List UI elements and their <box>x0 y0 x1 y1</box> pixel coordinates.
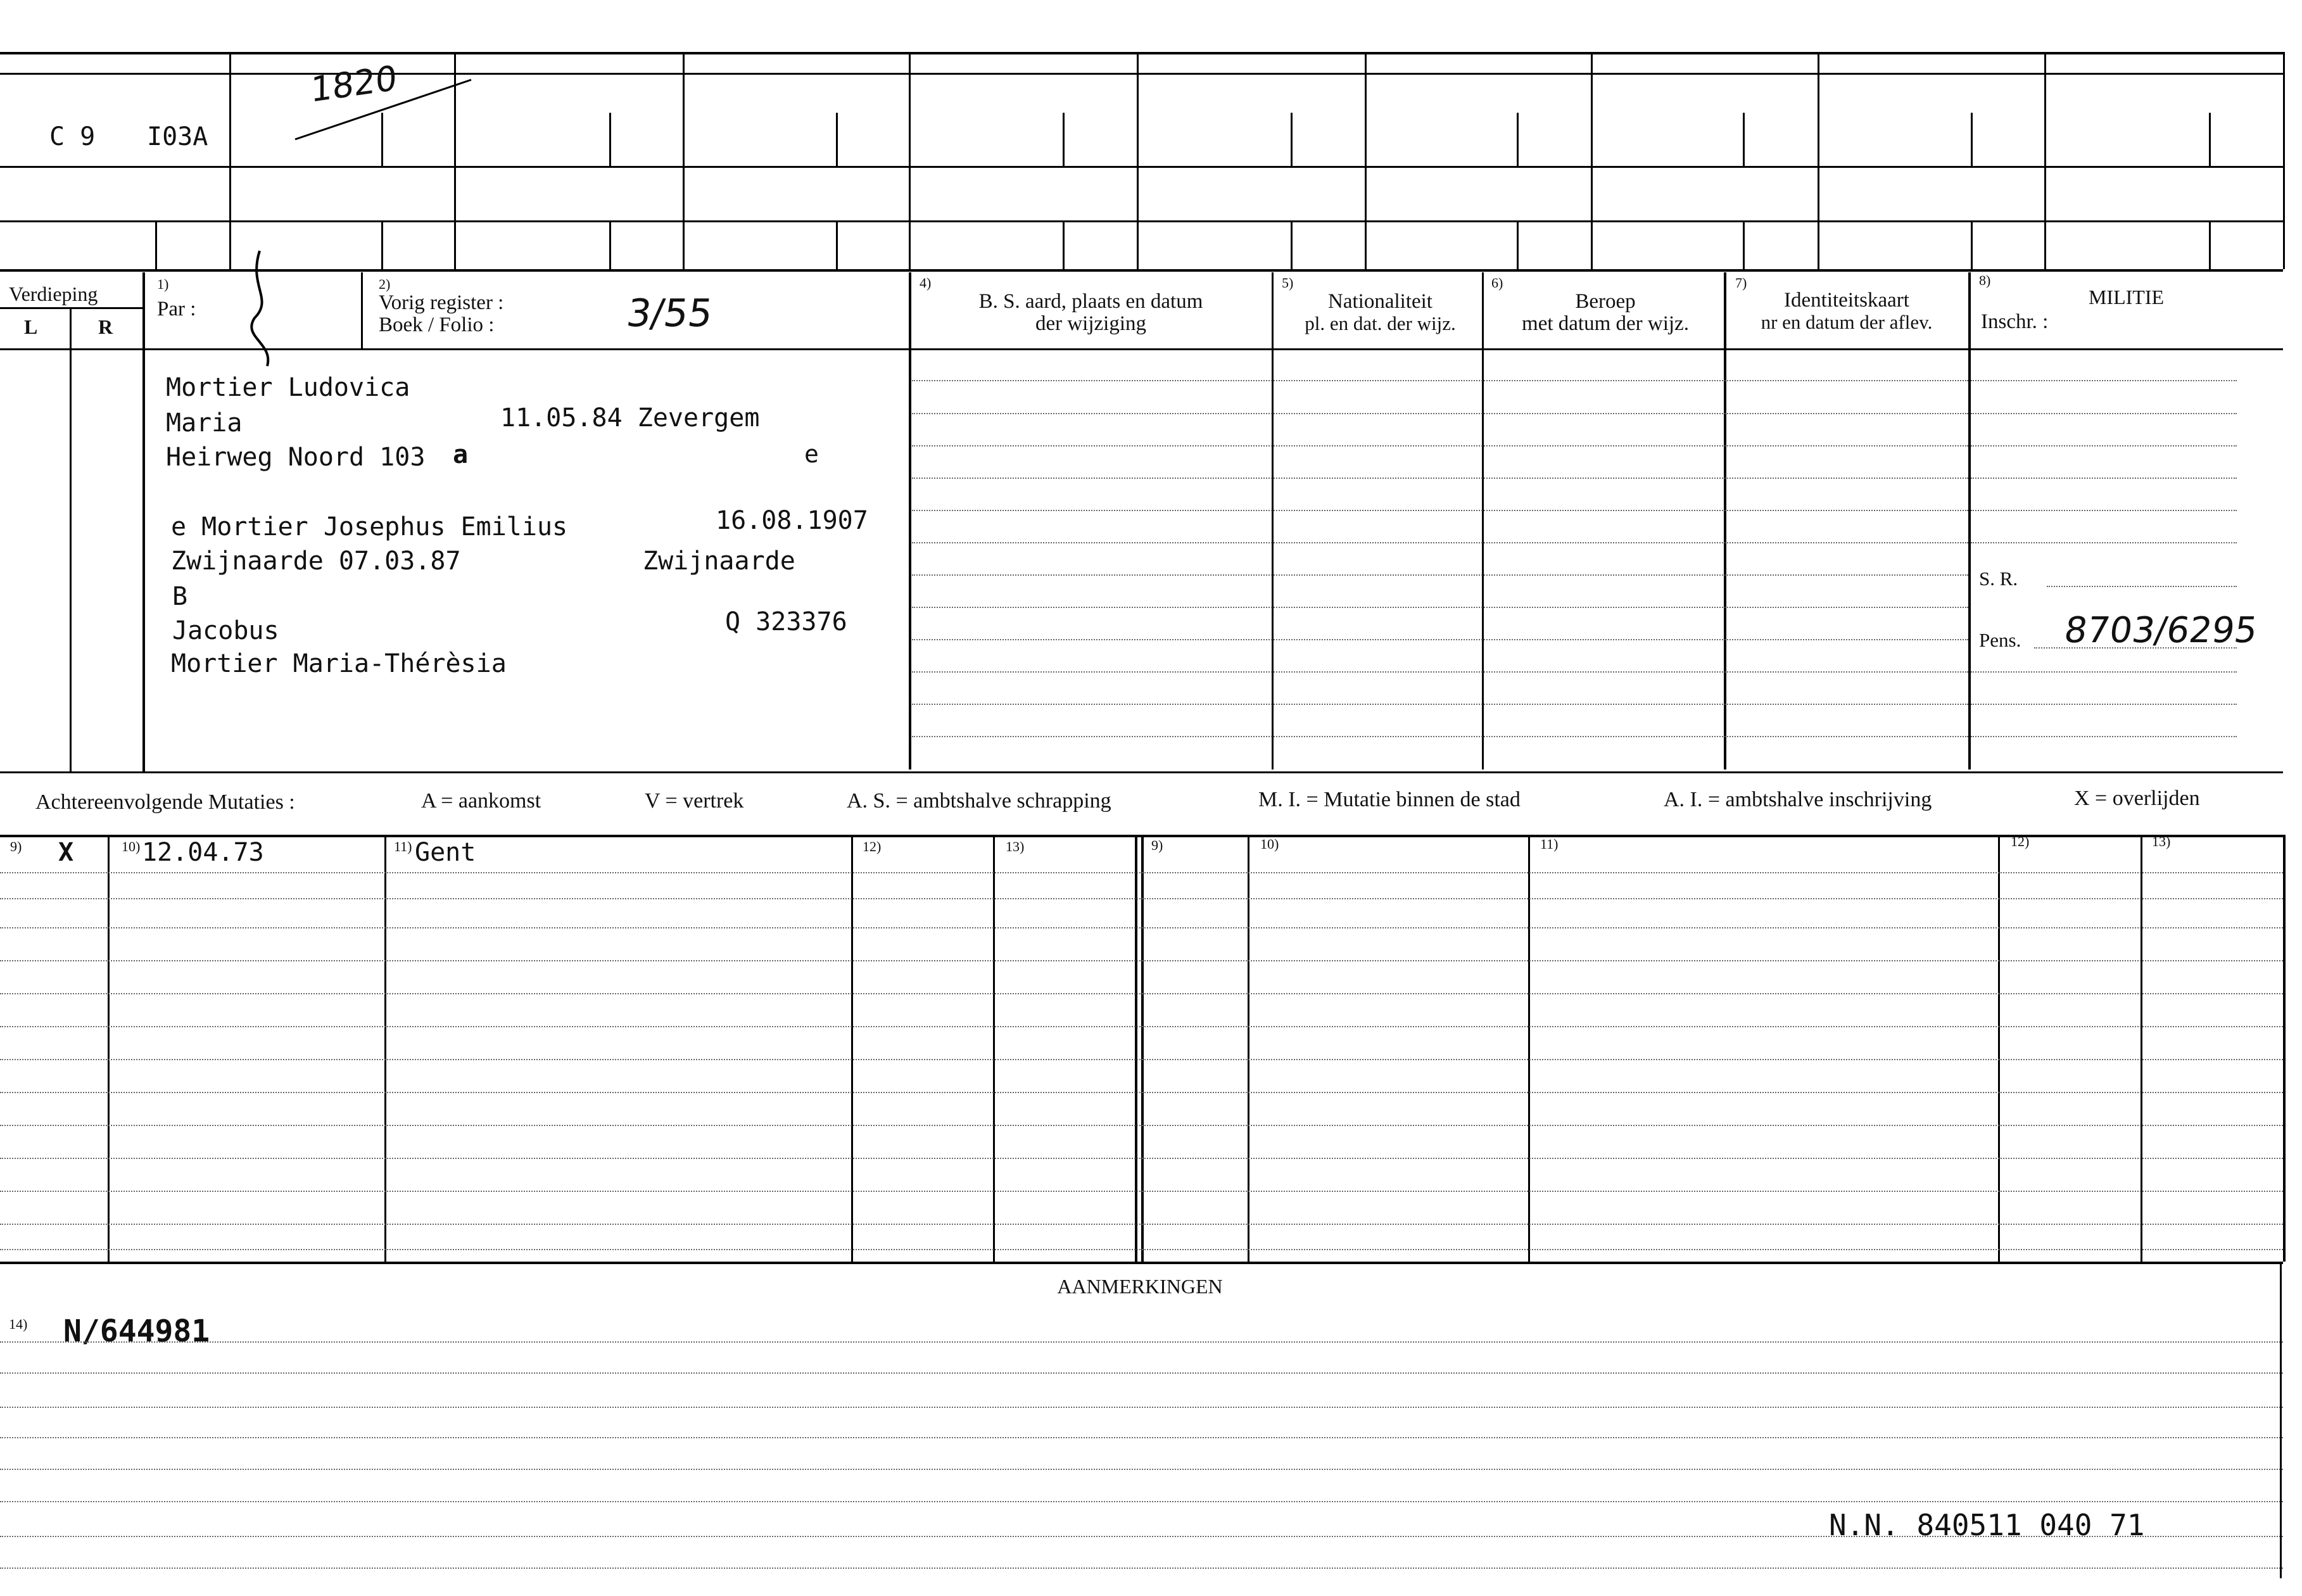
par-divider <box>142 272 145 771</box>
bs-line-2: der wijziging <box>1035 312 1147 335</box>
grid-tick <box>836 113 838 167</box>
bs-divider <box>909 272 911 770</box>
remarks-rule <box>0 1501 2283 1502</box>
id-divider <box>1724 272 1726 770</box>
militie-pens-value: 8703/6295 <box>2061 610 2260 651</box>
rule-line <box>912 380 1968 381</box>
strike-mark <box>291 76 475 146</box>
mut-col-9b: 9) <box>1151 837 1163 853</box>
rule-line <box>912 736 1968 737</box>
person-line-7-code: Q 323376 <box>725 607 847 636</box>
grid-tick <box>1971 113 1973 167</box>
legend-as: A. S. = ambtshalve schrapping <box>847 789 1111 813</box>
militie-title: MILITIE <box>2088 286 2165 308</box>
mut-col-13b: 13) <box>2152 833 2171 849</box>
verdieping-r: R <box>98 315 113 338</box>
vorig-value: 3/55 <box>624 291 716 336</box>
top-grid-border-bottom <box>0 269 2283 272</box>
grid-tick <box>1971 220 1973 269</box>
person-line-2: Maria <box>166 408 243 438</box>
id-num: 7) <box>1735 275 1747 291</box>
grid-tick <box>2209 113 2211 167</box>
top-grid-line <box>0 220 2283 222</box>
grid-vline <box>1365 52 1367 269</box>
beroep-line-2: met datum der wijz. <box>1522 312 1689 335</box>
militie-inschr: Inschr. : <box>1981 310 2049 333</box>
beroep-divider <box>1482 272 1484 770</box>
person-line-6: B <box>172 582 188 611</box>
mut-col-12: 12) <box>863 839 882 854</box>
grid-tick <box>381 220 383 269</box>
nat-line-1: Nationaliteit <box>1328 290 1432 313</box>
par-label: Par : <box>157 298 196 320</box>
person-line-5: Zwijnaarde 07.03.87 <box>171 547 461 576</box>
militie-rule <box>1971 510 2237 511</box>
legend-ai: A. I. = ambtshalve inschrijving <box>1664 788 1932 811</box>
remarks-title: AANMERKINGEN <box>1057 1275 1223 1298</box>
militie-pens: Pens. <box>1979 629 2021 651</box>
militie-divider <box>1968 272 1971 770</box>
par-bracket <box>229 248 286 369</box>
grid-tick <box>1063 220 1065 269</box>
person-spouse: e Mortier Josephus Emilius <box>171 512 568 542</box>
person-line-5-place: Zwijnaarde <box>643 547 795 576</box>
beroep-line-1: Beroep <box>1575 290 1636 313</box>
remarks-rule <box>0 1407 2283 1408</box>
vorig-label-1: Vorig register : <box>379 291 504 314</box>
militie-rule <box>1971 380 2237 381</box>
rule-line <box>912 445 1968 446</box>
grid-vline <box>683 52 685 269</box>
mut-rule <box>0 1249 2283 1250</box>
legend-mi: M. I. = Mutatie binnen de stad <box>1258 788 1521 811</box>
person-line-3-suffix: a <box>453 440 469 469</box>
mut-row1-type: X <box>58 838 74 867</box>
mut-col-11: 11) <box>394 839 412 854</box>
verdieping-l: L <box>24 315 38 338</box>
mut-rule <box>0 927 2283 928</box>
legend-title: Achtereenvolgende Mutaties : <box>35 790 295 814</box>
sr-dots <box>2047 586 2237 587</box>
mut-rule <box>0 1026 2283 1027</box>
grid-tick <box>609 220 611 269</box>
militie-rule <box>1971 445 2237 446</box>
person-spouse-date: 16.08.1907 <box>716 506 868 535</box>
remarks-rule <box>0 1437 2283 1438</box>
id-line-1: Identiteitskaart <box>1784 289 1909 312</box>
mut-rule <box>0 1191 2283 1192</box>
grid-tick <box>1063 113 1065 167</box>
grid-vline <box>909 52 911 269</box>
nat-divider <box>1272 272 1274 770</box>
militie-rule <box>1971 413 2237 414</box>
person-line-3: Heirweg Noord 103 <box>166 443 426 472</box>
remarks-num: 14) <box>9 1316 28 1332</box>
mut-row1-date: 12.04.73 <box>142 838 264 867</box>
grid-code: C 9 <box>49 122 96 151</box>
mut-col-13: 13) <box>1006 839 1025 854</box>
person-line-8: Mortier Maria-Thérèsia <box>171 649 507 678</box>
remarks-rule <box>0 1469 2283 1470</box>
grid-tick <box>1291 113 1293 167</box>
mut-rule <box>0 1059 2283 1060</box>
person-e-mark: e <box>804 440 819 468</box>
mut-rule <box>0 993 2283 994</box>
mut-col-10b: 10) <box>1260 836 1279 852</box>
vorig-label-2: Boek / Folio : <box>379 314 495 336</box>
nat-num: 5) <box>1282 275 1294 291</box>
mut-rule <box>0 1125 2283 1126</box>
militie-rule <box>1971 704 2237 705</box>
militie-rule <box>1971 671 2237 673</box>
bs-line-1: B. S. aard, plaats en datum <box>978 290 1203 313</box>
grid-tick <box>1291 220 1293 269</box>
grid-tick <box>2209 220 2211 269</box>
par-num: 1) <box>157 276 169 292</box>
mut-rule <box>0 898 2283 899</box>
id-line-2: nr en datum der aflev. <box>1761 311 1933 333</box>
rule-line <box>912 607 1968 608</box>
mut-vline-right <box>2283 835 2286 1262</box>
nat-line-2: pl. en dat. der wijz. <box>1305 312 1456 334</box>
mut-col-12b: 12) <box>2011 833 2030 849</box>
mut-rule <box>0 1224 2283 1225</box>
top-grid-border-top <box>0 52 2283 54</box>
remarks-rule <box>0 1372 2283 1374</box>
right-edge <box>2280 1262 2282 1578</box>
remarks-rule <box>0 1341 2283 1343</box>
block-vline <box>70 348 72 771</box>
top-grid-line <box>0 166 2283 168</box>
legend-x: X = overlijden <box>2074 787 2200 810</box>
grid-tick <box>1517 113 1519 167</box>
handwritten-year: 1820 <box>310 58 397 110</box>
mut-col-10: 10) <box>122 839 141 854</box>
grid-number: I03A <box>147 122 208 151</box>
grid-tick <box>1517 220 1519 269</box>
remarks-value: N/644981 <box>63 1314 210 1349</box>
rule-line <box>912 413 1968 414</box>
verdieping-label: Verdieping <box>9 282 98 305</box>
person-line-1: Mortier Ludovica <box>166 373 410 402</box>
grid-tick <box>155 220 157 269</box>
militie-num: 8) <box>1979 272 1991 288</box>
rule-line <box>912 478 1968 479</box>
mut-rule <box>0 960 2283 961</box>
mut-rule <box>0 872 2283 873</box>
mut-rule <box>0 1092 2283 1093</box>
person-birth: 11.05.84 Zevergem <box>500 403 760 433</box>
militie-rule <box>1971 736 2237 737</box>
grid-vline <box>1818 52 1819 269</box>
grid-vline <box>1591 52 1593 269</box>
vorig-num: 2) <box>379 276 391 292</box>
grid-tick <box>1743 220 1745 269</box>
mut-rule <box>0 1158 2283 1159</box>
grid-vline <box>1137 52 1139 269</box>
militie-rule <box>1971 478 2237 479</box>
vorig-divider <box>361 272 363 348</box>
grid-tick <box>836 220 838 269</box>
bs-num: 4) <box>920 275 932 291</box>
mut-col-9: 9) <box>10 839 22 854</box>
grid-vline <box>2283 52 2285 269</box>
legend-v: V = vertrek <box>645 789 744 813</box>
mut-col-11b: 11) <box>1540 836 1559 852</box>
grid-vline <box>2044 52 2046 269</box>
militie-rule <box>1971 542 2237 543</box>
grid-vline <box>229 52 231 269</box>
grid-tick <box>1743 113 1745 167</box>
person-line-7: Jacobus <box>172 616 279 645</box>
rule-line <box>912 704 1968 705</box>
mut-row1-place: Gent <box>415 838 476 867</box>
grid-tick <box>609 113 611 167</box>
header-bottom-line <box>0 348 2283 350</box>
rule-line <box>912 574 1968 576</box>
mutations-bottom <box>0 1262 2283 1264</box>
person-block-bottom <box>0 771 2283 773</box>
remarks-nn: N.N. 840511 040 71 <box>1829 1508 2145 1542</box>
militie-sr: S. R. <box>1979 567 2018 590</box>
beroep-num: 6) <box>1491 275 1503 291</box>
rule-line <box>912 639 1968 640</box>
rule-line <box>912 510 1968 511</box>
rule-line <box>912 542 1968 543</box>
rule-line <box>912 671 1968 673</box>
legend-a: A = aankomst <box>421 789 541 813</box>
remarks-rule <box>0 1568 2283 1569</box>
